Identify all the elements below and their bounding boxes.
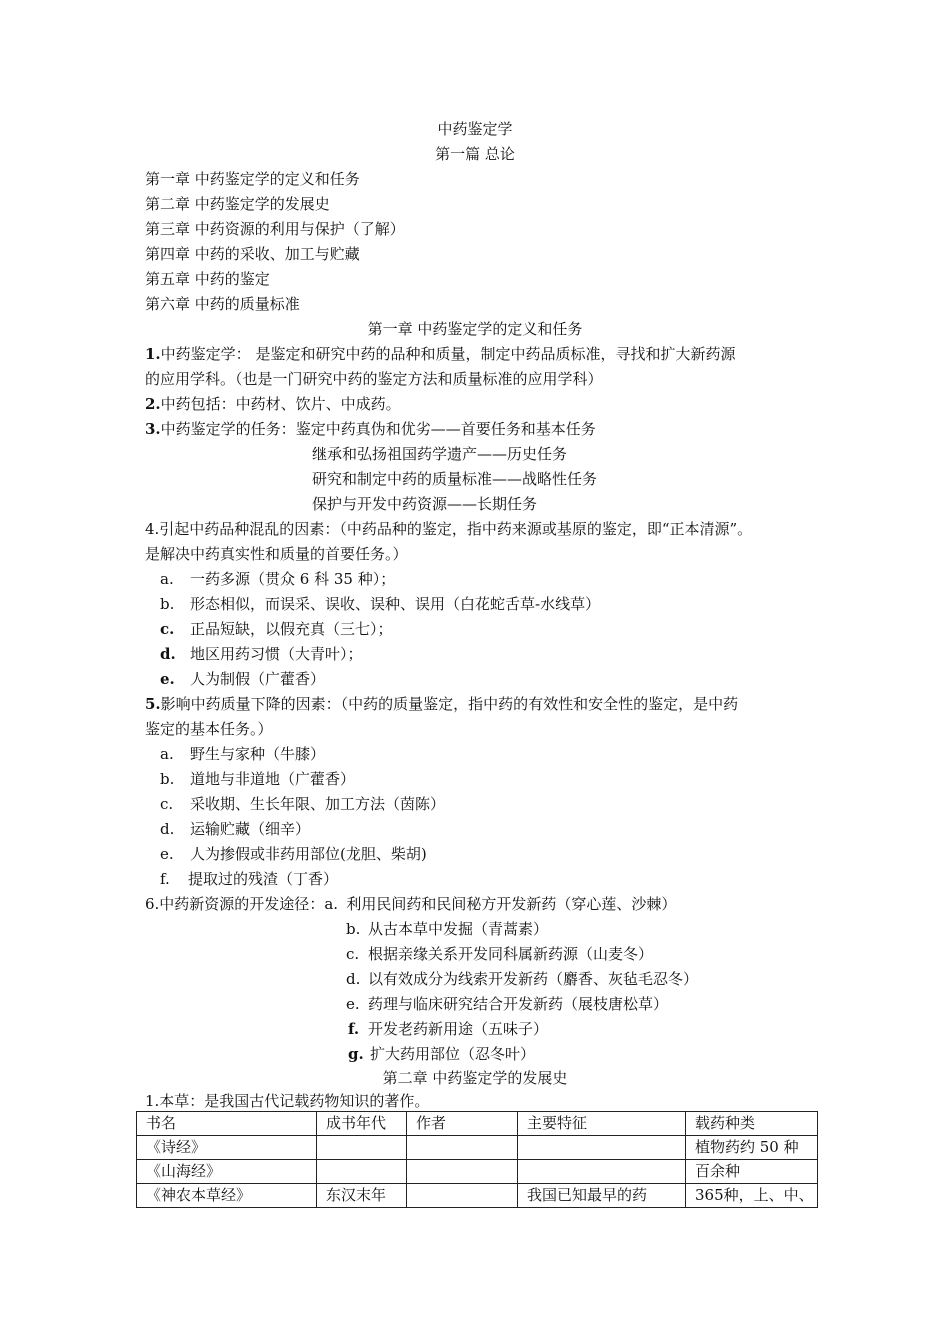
list-item bbox=[160, 844, 427, 864]
item-number: 1. bbox=[145, 345, 161, 363]
table-cell: 《诗经》 bbox=[137, 1136, 317, 1160]
bencao-definition: 1.本草：是我国古代记载药物知识的著作。 bbox=[145, 1092, 430, 1110]
list-marker: g. bbox=[348, 1045, 364, 1063]
list-text: 正品短缺，以假充真（三七）； bbox=[190, 620, 393, 638]
list-item bbox=[160, 769, 355, 789]
table-cell bbox=[407, 1184, 518, 1208]
list-marker: e. bbox=[346, 995, 360, 1013]
quality-factors-paragraph bbox=[145, 694, 738, 714]
list-marker: e. bbox=[160, 845, 174, 863]
list-marker: c. bbox=[160, 795, 174, 813]
list-text: 人为制假（广藿香） bbox=[190, 670, 326, 688]
list-text: 从古本草中发掘（青蒿素） bbox=[368, 920, 549, 938]
table-cell bbox=[317, 1160, 407, 1184]
list-marker: a. bbox=[160, 570, 174, 588]
table-row bbox=[137, 1184, 818, 1208]
chapter-1-heading: 第一章 中药鉴定学的定义和任务 bbox=[367, 320, 583, 338]
list-marker: a. bbox=[324, 895, 339, 913]
chapter-list-item: 第六章 中药的质量标准 bbox=[145, 295, 300, 313]
list-marker: c. bbox=[160, 620, 175, 638]
list-text: 地区用药习惯（大青叶）； bbox=[190, 645, 363, 663]
table-cell bbox=[407, 1136, 518, 1160]
chapter-list-item: 第四章 中药的采收、加工与贮藏 bbox=[145, 245, 360, 263]
chapter-list-item: 第二章 中药鉴定学的发展史 bbox=[145, 195, 330, 213]
list-text: 利用民间药和民间秘方开发新药（穿心莲、沙棘） bbox=[346, 895, 677, 913]
list-marker: b. bbox=[346, 920, 361, 938]
list-item bbox=[160, 744, 325, 764]
list-text: 野生与家种（牛膝） bbox=[190, 745, 326, 763]
list-item bbox=[346, 969, 698, 989]
list-marker: b. bbox=[160, 770, 175, 788]
table-cell: 《神农本草经》 bbox=[137, 1184, 317, 1208]
list-text: 人为掺假或非药用部位(龙胆、柴胡) bbox=[190, 845, 427, 863]
list-marker: d. bbox=[160, 645, 176, 663]
list-item bbox=[346, 944, 653, 964]
table-header-cell: 书名 bbox=[137, 1112, 317, 1136]
list-item bbox=[160, 569, 395, 589]
quality-factors-text: 影响中药质量下降的因素：（中药的质量鉴定，指中药的有效性和安全性的鉴定，是中药 bbox=[160, 695, 739, 713]
part-title: 第一篇 总论 bbox=[435, 145, 515, 163]
table-row bbox=[137, 1160, 818, 1184]
list-item bbox=[348, 1044, 535, 1064]
table-cell: 东汉末年 bbox=[317, 1184, 407, 1208]
table-cell bbox=[407, 1160, 518, 1184]
table-cell: 365种，上、中、 bbox=[686, 1184, 818, 1208]
table-cell bbox=[317, 1136, 407, 1160]
definition-paragraph bbox=[145, 344, 735, 364]
composition-paragraph bbox=[145, 394, 401, 414]
definition-continuation: 的应用学科。（也是一门研究中药的鉴定方法和质量标准的应用学科） bbox=[145, 370, 603, 388]
list-marker: c. bbox=[346, 945, 360, 963]
table-cell bbox=[518, 1160, 686, 1184]
tasks-label: 中药鉴定学的任务： bbox=[160, 420, 296, 438]
list-marker: f. bbox=[160, 870, 170, 888]
task-item: 研究和制定中药的质量标准——战略性任务 bbox=[312, 470, 598, 488]
table-cell: 百余种 bbox=[686, 1160, 818, 1184]
item-number: 2. bbox=[145, 395, 161, 413]
item-number: 5. bbox=[145, 695, 161, 713]
table-cell: 植物药约 50 种 bbox=[686, 1136, 818, 1160]
quality-factors-continuation: 鉴定的基本任务。） bbox=[145, 720, 273, 738]
list-text: 以有效成分为线索开发新药（麝香、灰毡毛忍冬） bbox=[368, 970, 699, 988]
chapter-list-item: 第一章 中药鉴定学的定义和任务 bbox=[145, 170, 360, 188]
chapter-2-heading: 第二章 中药鉴定学的发展史 bbox=[382, 1069, 568, 1087]
tasks-paragraph bbox=[145, 419, 596, 439]
confusion-factors-continuation: 是解决中药真实性和质量的首要任务。） bbox=[145, 545, 408, 563]
table-cell bbox=[518, 1136, 686, 1160]
list-text: 扩大药用部位（忍冬叶） bbox=[370, 1045, 536, 1063]
list-item bbox=[346, 919, 548, 939]
table-header-row bbox=[137, 1112, 818, 1136]
item-number: 3. bbox=[145, 420, 161, 438]
list-item bbox=[160, 619, 393, 639]
definition-text: 中药鉴定学： 是鉴定和研究中药的品种和质量，制定中药品质标准，寻找和扩大新药源 bbox=[160, 345, 736, 363]
table-cell: 我国已知最早的药 bbox=[518, 1184, 686, 1208]
table-header-cell: 载药种类 bbox=[686, 1112, 818, 1136]
list-text: 道地与非道地（广藿香） bbox=[190, 770, 356, 788]
list-item bbox=[160, 794, 445, 814]
new-resources-paragraph bbox=[145, 894, 676, 914]
list-text: 一药多源（贯众 6 科 35 种）； bbox=[190, 570, 396, 588]
list-item bbox=[348, 1019, 548, 1039]
task-item: 保护与开发中药资源——长期任务 bbox=[312, 495, 538, 513]
document-title: 中药鉴定学 bbox=[437, 120, 513, 138]
bencao-table bbox=[136, 1111, 818, 1208]
list-item bbox=[160, 644, 363, 664]
list-marker: e. bbox=[160, 670, 175, 688]
list-marker: b. bbox=[160, 595, 175, 613]
list-item bbox=[160, 669, 325, 689]
list-item bbox=[160, 819, 310, 839]
table-header-cell: 主要特征 bbox=[518, 1112, 686, 1136]
table-cell: 《山海经》 bbox=[137, 1160, 317, 1184]
list-text: 提取过的残渣（丁香） bbox=[188, 870, 339, 888]
list-item bbox=[160, 594, 600, 614]
table-header-cell: 成书年代 bbox=[317, 1112, 407, 1136]
chapter-list-item: 第三章 中药资源的利用与保护（了解） bbox=[145, 220, 405, 238]
composition-text: 中药包括：中药材、饮片、中成药。 bbox=[160, 395, 401, 413]
task-item: 继承和弘扬祖国药学遗产——历史任务 bbox=[312, 445, 568, 463]
list-text: 开发老药新用途（五味子） bbox=[368, 1020, 549, 1038]
list-marker: d. bbox=[160, 820, 175, 838]
list-item bbox=[160, 869, 338, 889]
list-marker: d. bbox=[346, 970, 361, 988]
table-header-cell: 作者 bbox=[407, 1112, 518, 1136]
task-item: 鉴定中药真伪和优劣——首要任务和基本任务 bbox=[295, 420, 596, 438]
list-text: 药理与临床研究结合开发新药（展枝唐松草） bbox=[368, 995, 669, 1013]
list-marker: a. bbox=[160, 745, 174, 763]
confusion-factors-paragraph: 4.引起中药品种混乱的因素：（中药品种的鉴定，指中药来源或基原的鉴定，即“正本清源”。 bbox=[145, 520, 753, 538]
list-text: 采收期、生长年限、加工方法（茵陈） bbox=[190, 795, 446, 813]
list-marker: f. bbox=[348, 1020, 360, 1038]
list-text: 形态相似，而误采、误收、误种、误用（白花蛇舌草-水线草） bbox=[190, 595, 601, 613]
list-item bbox=[346, 994, 668, 1014]
list-text: 根据亲缘关系开发同科属新药源（山麦冬） bbox=[368, 945, 654, 963]
table-row bbox=[137, 1136, 818, 1160]
chapter-list-item: 第五章 中药的鉴定 bbox=[145, 270, 270, 288]
new-resources-label: 6.中药新资源的开发途径： bbox=[145, 895, 325, 913]
list-text: 运输贮藏（细辛） bbox=[190, 820, 311, 838]
